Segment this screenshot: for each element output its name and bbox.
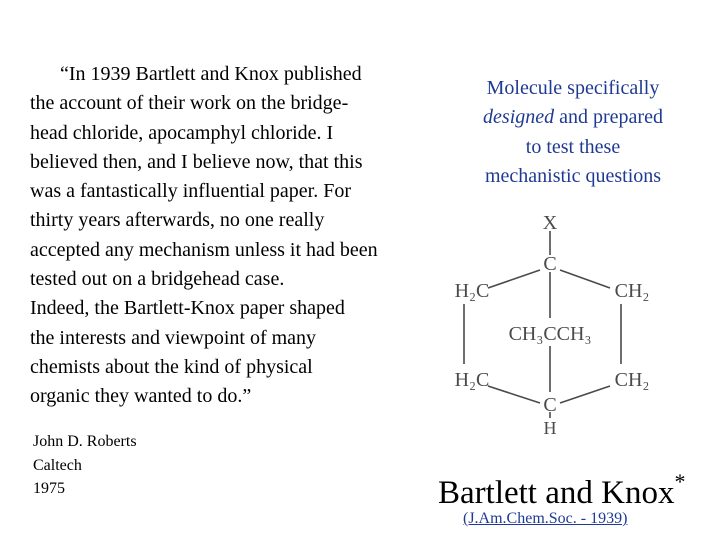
note-line: mechanistic questions	[484, 164, 662, 187]
quote-line: thirty years afterwards, no one really	[30, 209, 325, 232]
bond-bottom-right	[560, 386, 610, 403]
quote-line: the account of their work on the bridge-	[30, 92, 349, 115]
footnote-marker: *	[674, 469, 686, 494]
note-line: Molecule specifically	[486, 77, 660, 99]
note-line-rest: and prepared	[554, 106, 663, 129]
quote-line: accepted any mechanism unless it had been	[30, 238, 378, 261]
bond-top-right	[560, 270, 610, 288]
methylene-upper-right: CH₂	[614, 280, 650, 302]
bond-bottom-left	[488, 386, 540, 403]
author-institution: Caltech	[33, 456, 82, 474]
note-line: to test these	[525, 135, 621, 158]
author-name: John D. Roberts	[33, 433, 137, 450]
bridgehead-carbon-bottom: C	[543, 394, 557, 416]
quote-line: tested out on a bridgehead case.	[30, 268, 285, 291]
bond-top-left	[488, 270, 540, 288]
quote-line: was a fantastically influential paper. For	[30, 180, 352, 203]
apocamphyl-structure	[440, 200, 670, 440]
quote-line: Indeed, the Bartlett-Knox paper shaped	[30, 297, 345, 320]
quote-line: head chloride, apocamphyl chloride. I	[30, 121, 334, 144]
bridgehead-carbon-top: C	[543, 253, 557, 275]
quote-year: 1975	[33, 480, 65, 497]
reference-title	[438, 462, 685, 513]
molecule-note	[446, 74, 700, 191]
quote-line: believed then, and I believe now, that this	[30, 150, 363, 173]
note-emphasis: designed	[483, 106, 555, 129]
substituent-x: X	[542, 212, 558, 234]
note-line	[446, 103, 700, 132]
quote-line: “In 1939 Bartlett and Knox published	[60, 63, 362, 85]
quote-block	[30, 60, 450, 412]
reference-authors: Bartlett and Knox	[438, 475, 675, 511]
quote-attribution	[33, 430, 137, 501]
dimethyl-bridge: CH₃CCH₃	[508, 323, 592, 345]
methylene-lower-left: H₂C	[454, 369, 490, 391]
substituent-h: H	[543, 418, 557, 438]
quote-line: the interests and viewpoint of many	[30, 326, 317, 349]
quote-line: chemists about the kind of physical	[30, 355, 313, 378]
quote-line: organic they wanted to do.”	[30, 385, 252, 408]
citation-link[interactable]: (J.Am.Chem.Soc. - 1939)	[463, 510, 628, 527]
methylene-upper-left: H₂C	[454, 280, 490, 302]
methylene-lower-right: CH₂	[614, 369, 650, 391]
